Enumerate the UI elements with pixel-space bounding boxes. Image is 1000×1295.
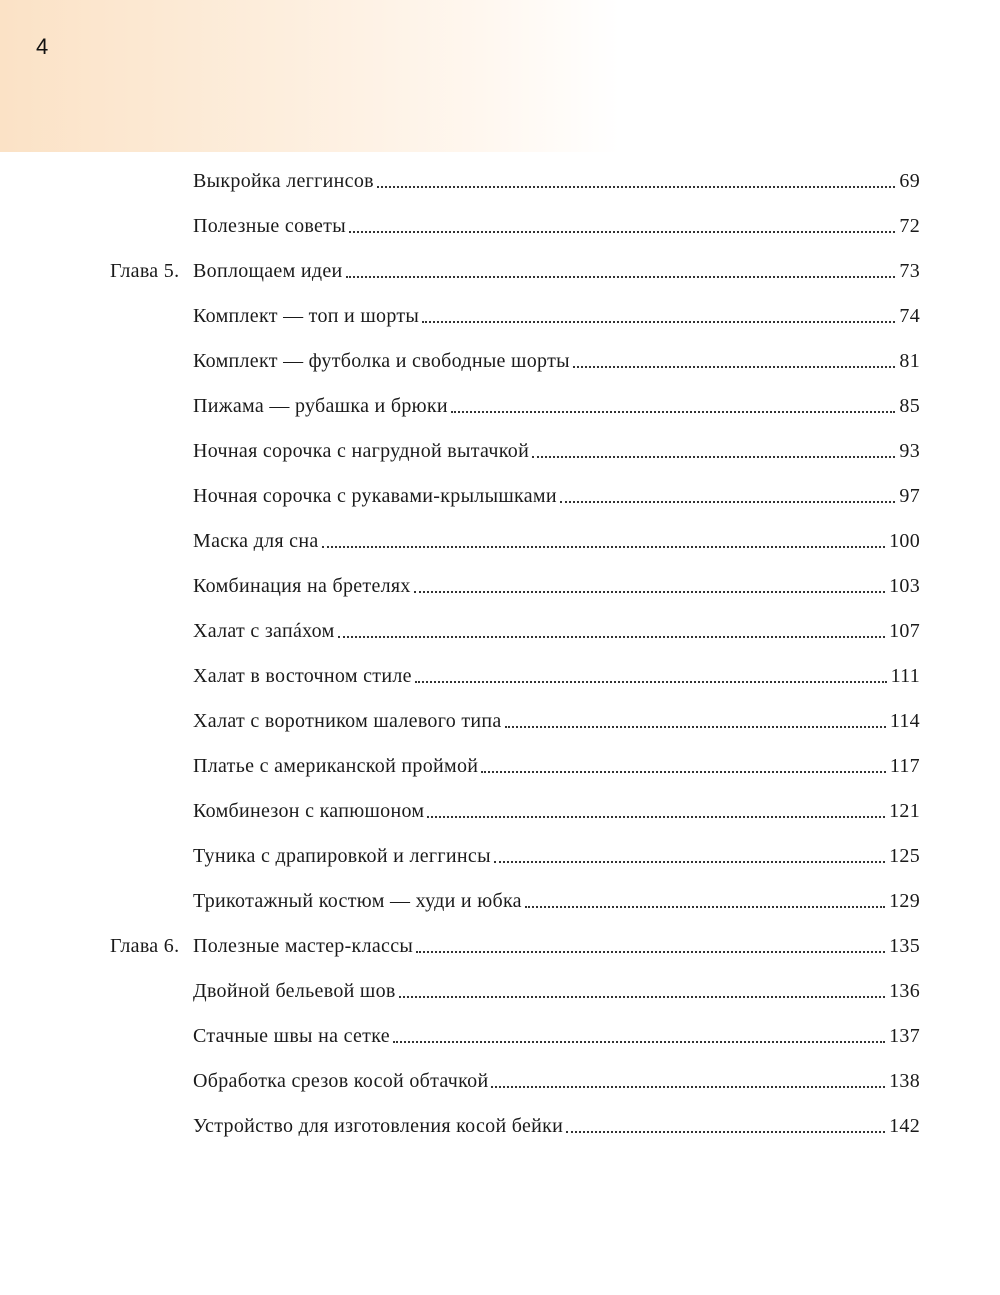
dot-leader xyxy=(505,726,886,728)
toc-entry-row[interactable] xyxy=(193,1066,920,1096)
toc-page-number: 129 xyxy=(889,890,920,912)
dot-leader xyxy=(532,456,895,458)
dot-leader xyxy=(346,276,896,278)
toc-entry-row[interactable] xyxy=(193,346,920,376)
toc-chapter-row[interactable] xyxy=(110,256,920,286)
toc-entry-title: Ночная сорочка с рукавами-крылышками xyxy=(193,485,557,507)
toc-entry-title: Платье с американской проймой xyxy=(193,755,479,777)
toc-entry-title: Комбинезон с капюшоном xyxy=(193,800,425,822)
toc-entry-title: Выкройка леггинсов xyxy=(193,170,374,192)
dot-leader xyxy=(393,1041,885,1043)
toc-entry-title: Воплощаем идеи xyxy=(193,260,343,282)
toc-entry-row[interactable] xyxy=(193,841,920,871)
dot-leader xyxy=(422,321,895,323)
dot-leader xyxy=(525,906,885,908)
toc-entry-title: Пижама — рубашка и брюки xyxy=(193,395,448,417)
toc-page-number: 81 xyxy=(899,350,920,372)
dot-leader xyxy=(399,996,885,998)
toc-page-number: 107 xyxy=(889,620,920,642)
toc-entry-title: Трикотажный костюм — худи и юбка xyxy=(193,890,522,912)
dot-leader xyxy=(491,1086,885,1088)
toc-page-number: 93 xyxy=(899,440,920,462)
dot-leader xyxy=(573,366,896,368)
toc-page-number: 97 xyxy=(899,485,920,507)
toc-entry-title: Комбинация на бретелях xyxy=(193,575,411,597)
toc-entry-title: Обработка срезов косой обтачкой xyxy=(193,1070,489,1092)
toc-chapter-row[interactable] xyxy=(110,931,920,961)
toc-entry-row[interactable] xyxy=(193,166,920,196)
toc-page-number: 69 xyxy=(899,170,920,192)
dot-leader xyxy=(322,546,886,548)
toc-entry-row[interactable] xyxy=(193,481,920,511)
toc-entry-row[interactable] xyxy=(193,706,920,736)
toc-page-number: 136 xyxy=(889,980,920,1002)
toc-page-number: 100 xyxy=(889,530,920,552)
toc-entry-title: Полезные советы xyxy=(193,215,346,237)
toc-entry-row[interactable] xyxy=(193,526,920,556)
toc-entry-row[interactable] xyxy=(193,751,920,781)
toc-entry-title: Устройство для изготовления косой бейки xyxy=(193,1115,564,1137)
toc-entry-title: Комплект — футболка и свободные шорты xyxy=(193,350,570,372)
toc-entry-title: Ночная сорочка с нагрудной вытачкой xyxy=(193,440,530,462)
toc-entry-title: Маска для сна xyxy=(193,530,319,552)
dot-leader xyxy=(427,816,885,818)
dot-leader xyxy=(338,636,886,638)
toc-page-number: 111 xyxy=(890,665,920,687)
chapter-label: Глава 6. xyxy=(110,935,180,957)
toc-entry-row[interactable] xyxy=(193,976,920,1006)
toc-entry-row[interactable] xyxy=(193,391,920,421)
toc-entry-title: Халат с запáхом xyxy=(193,620,335,642)
toc-entry-title: Халат в восточном стиле xyxy=(193,665,412,687)
toc-page-number: 117 xyxy=(889,755,920,777)
dot-leader xyxy=(494,861,885,863)
toc-page-number: 135 xyxy=(889,935,920,957)
dot-leader xyxy=(349,231,895,233)
toc-page-number: 142 xyxy=(889,1115,920,1137)
toc-entry-row[interactable] xyxy=(193,1021,920,1051)
toc-entry-title: Туника с драпировкой и леггинсы xyxy=(193,845,491,867)
toc-page-number: 103 xyxy=(889,575,920,597)
dot-leader xyxy=(415,681,887,683)
toc-page-number: 125 xyxy=(889,845,920,867)
toc-entry-row[interactable] xyxy=(193,211,920,241)
toc-entry-row[interactable] xyxy=(193,886,920,916)
toc-page-number: 73 xyxy=(899,260,920,282)
toc-entry-row[interactable] xyxy=(193,616,920,646)
toc-page-number: 138 xyxy=(889,1070,920,1092)
toc-page-number: 137 xyxy=(889,1025,920,1047)
toc-entry-title: Стачные швы на сетке xyxy=(193,1025,390,1047)
toc-page-number: 121 xyxy=(889,800,920,822)
toc-page-number: 74 xyxy=(899,305,920,327)
toc-page-number: 85 xyxy=(899,395,920,417)
dot-leader xyxy=(414,591,885,593)
dot-leader xyxy=(377,186,896,188)
dot-leader xyxy=(481,771,886,773)
page-number: 4 xyxy=(36,34,49,59)
toc-entry-title: Халат с воротником шалевого типа xyxy=(193,710,502,732)
toc-entry-row[interactable] xyxy=(193,571,920,601)
dot-leader xyxy=(560,501,896,503)
toc-entry-row[interactable] xyxy=(193,1111,920,1141)
toc-entry-row[interactable] xyxy=(193,661,920,691)
toc-entry-title: Полезные мастер-классы xyxy=(193,935,414,957)
dot-leader xyxy=(566,1131,885,1133)
toc-page-number: 72 xyxy=(899,215,920,237)
chapter-label: Глава 5. xyxy=(110,260,180,282)
dot-leader xyxy=(451,411,895,413)
dot-leader xyxy=(416,951,885,953)
toc-entry-row[interactable] xyxy=(193,796,920,826)
toc-entry-row[interactable] xyxy=(193,301,920,331)
toc-entry-title: Комплект — топ и шорты xyxy=(193,305,420,327)
toc-entry-row[interactable] xyxy=(193,436,920,466)
toc-entry-title: Двойной бельевой шов xyxy=(193,980,396,1002)
toc-page-number: 114 xyxy=(889,710,920,732)
